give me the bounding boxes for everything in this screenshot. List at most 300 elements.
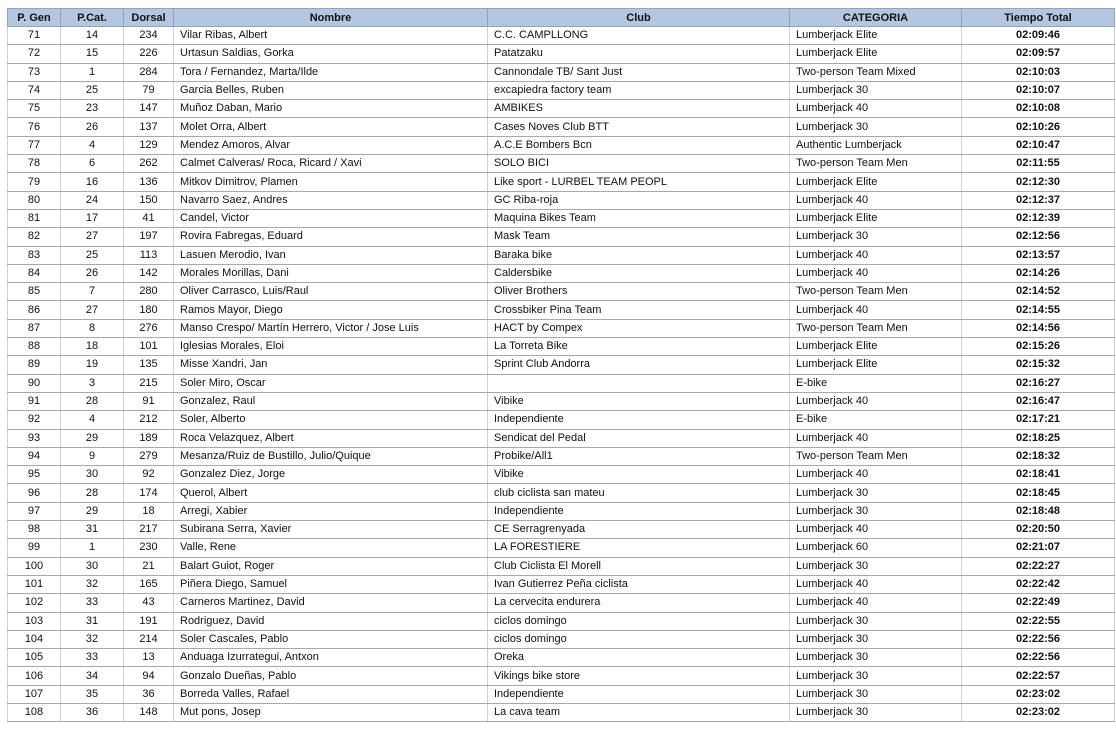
cell-pgen: 71	[8, 27, 61, 45]
cell-tiempo: 02:13:57	[962, 246, 1115, 264]
cell-pcat: 25	[61, 81, 124, 99]
cell-dorsal: 13	[124, 649, 174, 667]
cell-tiempo: 02:18:25	[962, 429, 1115, 447]
cell-dorsal: 36	[124, 685, 174, 703]
cell-tiempo: 02:16:47	[962, 392, 1115, 410]
cell-tiempo: 02:18:48	[962, 502, 1115, 520]
cell-tiempo: 02:23:02	[962, 685, 1115, 703]
cell-pcat: 6	[61, 155, 124, 173]
cell-club: Caldersbike	[488, 264, 790, 282]
cell-pgen: 98	[8, 521, 61, 539]
cell-dorsal: 101	[124, 338, 174, 356]
cell-categoria: Lumberjack 30	[790, 612, 962, 630]
cell-pgen: 75	[8, 100, 61, 118]
cell-dorsal: 214	[124, 630, 174, 648]
cell-dorsal: 147	[124, 100, 174, 118]
table-row	[8, 209, 1115, 227]
cell-tiempo: 02:23:02	[962, 703, 1115, 721]
cell-nombre: Urtasun Saldias, Gorka	[174, 45, 488, 63]
table-row	[8, 191, 1115, 209]
cell-pcat: 3	[61, 374, 124, 392]
cell-pcat: 30	[61, 466, 124, 484]
cell-dorsal: 262	[124, 155, 174, 173]
cell-pcat: 36	[61, 703, 124, 721]
table-row	[8, 27, 1115, 45]
cell-categoria: Lumberjack 30	[790, 557, 962, 575]
cell-nombre: Morales Morillas, Dani	[174, 264, 488, 282]
cell-pgen: 92	[8, 411, 61, 429]
cell-dorsal: 284	[124, 63, 174, 81]
cell-categoria: Lumberjack 40	[790, 264, 962, 282]
cell-nombre: Piñera Diego, Samuel	[174, 575, 488, 593]
table-row	[8, 703, 1115, 721]
cell-nombre: Carneros Martinez, David	[174, 594, 488, 612]
cell-categoria: Lumberjack 40	[790, 521, 962, 539]
cell-tiempo: 02:16:27	[962, 374, 1115, 392]
cell-categoria: Lumberjack 30	[790, 118, 962, 136]
cell-nombre: Soler, Alberto	[174, 411, 488, 429]
cell-pcat: 34	[61, 667, 124, 685]
table-row	[8, 667, 1115, 685]
cell-pgen: 78	[8, 155, 61, 173]
cell-pcat: 26	[61, 264, 124, 282]
table-row	[8, 466, 1115, 484]
cell-pcat: 24	[61, 191, 124, 209]
cell-club: GC Riba-roja	[488, 191, 790, 209]
cell-club: A.C.E Bombers Bcn	[488, 136, 790, 154]
cell-nombre: Valle, Rene	[174, 539, 488, 557]
cell-pcat: 29	[61, 429, 124, 447]
cell-dorsal: 79	[124, 81, 174, 99]
cell-dorsal: 150	[124, 191, 174, 209]
cell-dorsal: 215	[124, 374, 174, 392]
table-row	[8, 411, 1115, 429]
table-row	[8, 447, 1115, 465]
cell-tiempo: 02:10:03	[962, 63, 1115, 81]
cell-tiempo: 02:15:26	[962, 338, 1115, 356]
cell-tiempo: 02:20:50	[962, 521, 1115, 539]
table-row	[8, 575, 1115, 593]
cell-categoria: Lumberjack 30	[790, 667, 962, 685]
table-row	[8, 63, 1115, 81]
results-table	[7, 8, 1115, 722]
cell-club: HACT by Compex	[488, 319, 790, 337]
cell-categoria: E-bike	[790, 374, 962, 392]
cell-club: C.C. CAMPLLONG	[488, 27, 790, 45]
cell-tiempo: 02:14:55	[962, 301, 1115, 319]
table-row	[8, 502, 1115, 520]
cell-club: Ivan Gutierrez Peña ciclista	[488, 575, 790, 593]
cell-dorsal: 276	[124, 319, 174, 337]
cell-categoria: Lumberjack 30	[790, 228, 962, 246]
cell-categoria: Lumberjack 30	[790, 81, 962, 99]
table-row	[8, 429, 1115, 447]
cell-dorsal: 41	[124, 209, 174, 227]
cell-pgen: 89	[8, 356, 61, 374]
cell-nombre: Gonzalez, Raul	[174, 392, 488, 410]
cell-pgen: 95	[8, 466, 61, 484]
cell-nombre: Rovira Fabregas, Eduard	[174, 228, 488, 246]
cell-tiempo: 02:09:46	[962, 27, 1115, 45]
cell-pgen: 81	[8, 209, 61, 227]
header-tiempo: Tiempo Total	[962, 9, 1115, 27]
cell-club: Cases Noves Club BTT	[488, 118, 790, 136]
cell-categoria: Lumberjack Elite	[790, 27, 962, 45]
cell-tiempo: 02:10:08	[962, 100, 1115, 118]
cell-pgen: 80	[8, 191, 61, 209]
cell-pgen: 87	[8, 319, 61, 337]
header-categoria: CATEGORIA	[790, 9, 962, 27]
cell-dorsal: 165	[124, 575, 174, 593]
table-row	[8, 136, 1115, 154]
cell-dorsal: 180	[124, 301, 174, 319]
cell-categoria: Two-person Team Men	[790, 319, 962, 337]
cell-categoria: Lumberjack Elite	[790, 209, 962, 227]
cell-nombre: Gonzalez Diez, Jorge	[174, 466, 488, 484]
cell-club: LA FORESTIERE	[488, 539, 790, 557]
cell-nombre: Gonzalo Dueñas, Pablo	[174, 667, 488, 685]
cell-dorsal: 18	[124, 502, 174, 520]
table-row	[8, 356, 1115, 374]
cell-club: Club Ciclista El Morell	[488, 557, 790, 575]
cell-club: La Torreta Bike	[488, 338, 790, 356]
cell-tiempo: 02:14:26	[962, 264, 1115, 282]
cell-pcat: 29	[61, 502, 124, 520]
cell-dorsal: 217	[124, 521, 174, 539]
table-row	[8, 118, 1115, 136]
cell-tiempo: 02:22:57	[962, 667, 1115, 685]
cell-dorsal: 129	[124, 136, 174, 154]
cell-pgen: 88	[8, 338, 61, 356]
cell-club: CE Serragrenyada	[488, 521, 790, 539]
cell-categoria: Two-person Team Men	[790, 283, 962, 301]
cell-dorsal: 191	[124, 612, 174, 630]
cell-dorsal: 92	[124, 466, 174, 484]
cell-pgen: 73	[8, 63, 61, 81]
cell-nombre: Mesanza/Ruiz de Bustillo, Julio/Quique	[174, 447, 488, 465]
cell-tiempo: 02:11:55	[962, 155, 1115, 173]
cell-nombre: Rodriguez, David	[174, 612, 488, 630]
cell-nombre: Mut pons, Josep	[174, 703, 488, 721]
cell-tiempo: 02:22:42	[962, 575, 1115, 593]
table-row	[8, 155, 1115, 173]
cell-pgen: 102	[8, 594, 61, 612]
cell-dorsal: 113	[124, 246, 174, 264]
cell-nombre: Calmet Calveras/ Roca, Ricard / Xavi	[174, 155, 488, 173]
cell-pgen: 105	[8, 649, 61, 667]
cell-tiempo: 02:22:49	[962, 594, 1115, 612]
cell-pgen: 91	[8, 392, 61, 410]
cell-categoria: Lumberjack 30	[790, 703, 962, 721]
cell-nombre: Soler Cascales, Pablo	[174, 630, 488, 648]
table-row	[8, 301, 1115, 319]
cell-nombre: Ramos Mayor, Diego	[174, 301, 488, 319]
cell-pgen: 83	[8, 246, 61, 264]
cell-nombre: Lasuen Merodio, Ivan	[174, 246, 488, 264]
cell-pgen: 101	[8, 575, 61, 593]
cell-tiempo: 02:18:45	[962, 484, 1115, 502]
table-row	[8, 338, 1115, 356]
cell-nombre: Muñoz Daban, Mario	[174, 100, 488, 118]
cell-pcat: 30	[61, 557, 124, 575]
cell-nombre: Manso Crespo/ Martín Herrero, Victor / Jose Luis	[174, 319, 488, 337]
cell-nombre: Molet Orra, Albert	[174, 118, 488, 136]
table-row	[8, 539, 1115, 557]
table-row	[8, 392, 1115, 410]
cell-club: SOLO BICI	[488, 155, 790, 173]
cell-categoria: Lumberjack Elite	[790, 356, 962, 374]
cell-nombre: Tora / Fernandez, Marta/Ilde	[174, 63, 488, 81]
cell-tiempo: 02:14:52	[962, 283, 1115, 301]
cell-dorsal: 280	[124, 283, 174, 301]
table-row	[8, 685, 1115, 703]
cell-nombre: Soler Miro, Oscar	[174, 374, 488, 392]
cell-pgen: 94	[8, 447, 61, 465]
table-row	[8, 264, 1115, 282]
cell-nombre: Balart Guiot, Roger	[174, 557, 488, 575]
cell-pcat: 23	[61, 100, 124, 118]
cell-categoria: Lumberjack 40	[790, 246, 962, 264]
table-row	[8, 173, 1115, 191]
cell-pcat: 14	[61, 27, 124, 45]
cell-pgen: 90	[8, 374, 61, 392]
cell-dorsal: 226	[124, 45, 174, 63]
results-sheet	[7, 8, 1114, 722]
table-row	[8, 612, 1115, 630]
cell-pgen: 96	[8, 484, 61, 502]
cell-club: AMBIKES	[488, 100, 790, 118]
cell-pcat: 4	[61, 136, 124, 154]
cell-pcat: 8	[61, 319, 124, 337]
cell-tiempo: 02:12:37	[962, 191, 1115, 209]
cell-categoria: Lumberjack 30	[790, 502, 962, 520]
header-club: Club	[488, 9, 790, 27]
table-row	[8, 630, 1115, 648]
cell-pgen: 103	[8, 612, 61, 630]
cell-nombre: Candel, Victor	[174, 209, 488, 227]
cell-club: Sendicat del Pedal	[488, 429, 790, 447]
cell-club: Independiente	[488, 411, 790, 429]
cell-dorsal: 137	[124, 118, 174, 136]
cell-pcat: 27	[61, 228, 124, 246]
cell-pgen: 104	[8, 630, 61, 648]
cell-nombre: Querol, Albert	[174, 484, 488, 502]
cell-nombre: Subirana Serra, Xavier	[174, 521, 488, 539]
cell-club: Patatzaku	[488, 45, 790, 63]
header-dorsal: Dorsal	[124, 9, 174, 27]
cell-dorsal: 189	[124, 429, 174, 447]
cell-dorsal: 94	[124, 667, 174, 685]
table-row	[8, 45, 1115, 63]
cell-dorsal: 136	[124, 173, 174, 191]
cell-nombre: Mendez Amoros, Alvar	[174, 136, 488, 154]
cell-pcat: 17	[61, 209, 124, 227]
cell-pgen: 86	[8, 301, 61, 319]
cell-pcat: 25	[61, 246, 124, 264]
cell-club: Probike/All1	[488, 447, 790, 465]
table-row	[8, 557, 1115, 575]
cell-categoria: Lumberjack Elite	[790, 45, 962, 63]
cell-nombre: Mitkov Dimitrov, Plamen	[174, 173, 488, 191]
cell-pgen: 77	[8, 136, 61, 154]
cell-categoria: Lumberjack 40	[790, 429, 962, 447]
cell-pcat: 15	[61, 45, 124, 63]
cell-categoria: Lumberjack 40	[790, 392, 962, 410]
cell-categoria: Lumberjack 40	[790, 100, 962, 118]
cell-pcat: 18	[61, 338, 124, 356]
table-row	[8, 228, 1115, 246]
cell-pgen: 106	[8, 667, 61, 685]
cell-nombre: Arregi, Xabier	[174, 502, 488, 520]
cell-pgen: 100	[8, 557, 61, 575]
table-header	[8, 9, 1115, 27]
cell-club: ciclos domingo	[488, 630, 790, 648]
cell-pcat: 28	[61, 392, 124, 410]
cell-pcat: 9	[61, 447, 124, 465]
cell-club: La cervecita endurera	[488, 594, 790, 612]
table-row	[8, 319, 1115, 337]
cell-categoria: Two-person Team Men	[790, 155, 962, 173]
cell-pcat: 19	[61, 356, 124, 374]
cell-nombre: Iglesias Morales, Eloi	[174, 338, 488, 356]
cell-dorsal: 212	[124, 411, 174, 429]
table-row	[8, 100, 1115, 118]
cell-categoria: Lumberjack 40	[790, 594, 962, 612]
cell-categoria: Lumberjack 30	[790, 685, 962, 703]
cell-club: Oreka	[488, 649, 790, 667]
cell-club: Vikings bike store	[488, 667, 790, 685]
cell-tiempo: 02:14:56	[962, 319, 1115, 337]
cell-pcat: 32	[61, 630, 124, 648]
cell-club: Cannondale TB/ Sant Just	[488, 63, 790, 81]
cell-pgen: 85	[8, 283, 61, 301]
cell-categoria: Lumberjack 30	[790, 630, 962, 648]
cell-tiempo: 02:22:55	[962, 612, 1115, 630]
cell-nombre: Vilar Ribas, Albert	[174, 27, 488, 45]
cell-dorsal: 43	[124, 594, 174, 612]
cell-club: Maquina Bikes Team	[488, 209, 790, 227]
cell-tiempo: 02:10:26	[962, 118, 1115, 136]
cell-dorsal: 174	[124, 484, 174, 502]
cell-nombre: Navarro Saez, Andres	[174, 191, 488, 209]
cell-tiempo: 02:17:21	[962, 411, 1115, 429]
cell-pgen: 76	[8, 118, 61, 136]
cell-pgen: 79	[8, 173, 61, 191]
cell-categoria: Lumberjack 40	[790, 191, 962, 209]
cell-pgen: 93	[8, 429, 61, 447]
cell-nombre: Garcia Belles, Ruben	[174, 81, 488, 99]
header-row	[8, 9, 1115, 27]
cell-dorsal: 142	[124, 264, 174, 282]
cell-pcat: 31	[61, 521, 124, 539]
cell-categoria: Lumberjack 40	[790, 301, 962, 319]
cell-club: Independiente	[488, 502, 790, 520]
cell-dorsal: 91	[124, 392, 174, 410]
cell-dorsal: 197	[124, 228, 174, 246]
cell-dorsal: 135	[124, 356, 174, 374]
cell-tiempo: 02:12:30	[962, 173, 1115, 191]
cell-pgen: 82	[8, 228, 61, 246]
cell-categoria: Lumberjack Elite	[790, 173, 962, 191]
cell-club: Vibike	[488, 392, 790, 410]
cell-club: Vibike	[488, 466, 790, 484]
cell-dorsal: 21	[124, 557, 174, 575]
table-row	[8, 594, 1115, 612]
cell-pgen: 107	[8, 685, 61, 703]
table-row	[8, 649, 1115, 667]
cell-pgen: 97	[8, 502, 61, 520]
cell-categoria: Lumberjack 30	[790, 484, 962, 502]
cell-pcat: 32	[61, 575, 124, 593]
cell-tiempo: 02:21:07	[962, 539, 1115, 557]
cell-pcat: 4	[61, 411, 124, 429]
cell-pcat: 7	[61, 283, 124, 301]
cell-pcat: 26	[61, 118, 124, 136]
cell-tiempo: 02:12:39	[962, 209, 1115, 227]
cell-categoria: Lumberjack 40	[790, 466, 962, 484]
header-nombre: Nombre	[174, 9, 488, 27]
cell-nombre: Roca Velazquez, Albert	[174, 429, 488, 447]
cell-tiempo: 02:10:47	[962, 136, 1115, 154]
cell-pcat: 27	[61, 301, 124, 319]
cell-pcat: 1	[61, 539, 124, 557]
cell-dorsal: 234	[124, 27, 174, 45]
cell-categoria: Two-person Team Mixed	[790, 63, 962, 81]
header-pgen: P. Gen	[8, 9, 61, 27]
cell-categoria: Lumberjack Elite	[790, 338, 962, 356]
cell-pgen: 84	[8, 264, 61, 282]
cell-tiempo: 02:15:32	[962, 356, 1115, 374]
cell-club: Sprint Club Andorra	[488, 356, 790, 374]
cell-tiempo: 02:09:57	[962, 45, 1115, 63]
cell-club: Oliver Brothers	[488, 283, 790, 301]
cell-categoria: Two-person Team Men	[790, 447, 962, 465]
cell-categoria: Authentic Lumberjack	[790, 136, 962, 154]
cell-club: Independiente	[488, 685, 790, 703]
cell-nombre: Borreda Valles, Rafael	[174, 685, 488, 703]
cell-club: Baraka bike	[488, 246, 790, 264]
cell-categoria: Lumberjack 30	[790, 649, 962, 667]
table-row	[8, 283, 1115, 301]
cell-nombre: Anduaga Izurrategui, Antxon	[174, 649, 488, 667]
cell-club: Like sport - LURBEL TEAM PEOPL	[488, 173, 790, 191]
cell-tiempo: 02:12:56	[962, 228, 1115, 246]
cell-pcat: 33	[61, 594, 124, 612]
cell-tiempo: 02:22:56	[962, 649, 1115, 667]
cell-pgen: 108	[8, 703, 61, 721]
cell-club: excapiedra factory team	[488, 81, 790, 99]
table-row	[8, 81, 1115, 99]
cell-club: Mask Team	[488, 228, 790, 246]
cell-tiempo: 02:18:41	[962, 466, 1115, 484]
table-row	[8, 484, 1115, 502]
cell-categoria: Lumberjack 40	[790, 575, 962, 593]
cell-dorsal: 230	[124, 539, 174, 557]
cell-pcat: 16	[61, 173, 124, 191]
cell-pcat: 35	[61, 685, 124, 703]
cell-tiempo: 02:18:32	[962, 447, 1115, 465]
cell-pcat: 31	[61, 612, 124, 630]
table-row	[8, 521, 1115, 539]
cell-tiempo: 02:22:56	[962, 630, 1115, 648]
cell-club	[488, 374, 790, 392]
cell-tiempo: 02:10:07	[962, 81, 1115, 99]
cell-club: ciclos domingo	[488, 612, 790, 630]
cell-tiempo: 02:22:27	[962, 557, 1115, 575]
cell-dorsal: 279	[124, 447, 174, 465]
cell-pgen: 74	[8, 81, 61, 99]
cell-nombre: Oliver Carrasco, Luis/Raul	[174, 283, 488, 301]
